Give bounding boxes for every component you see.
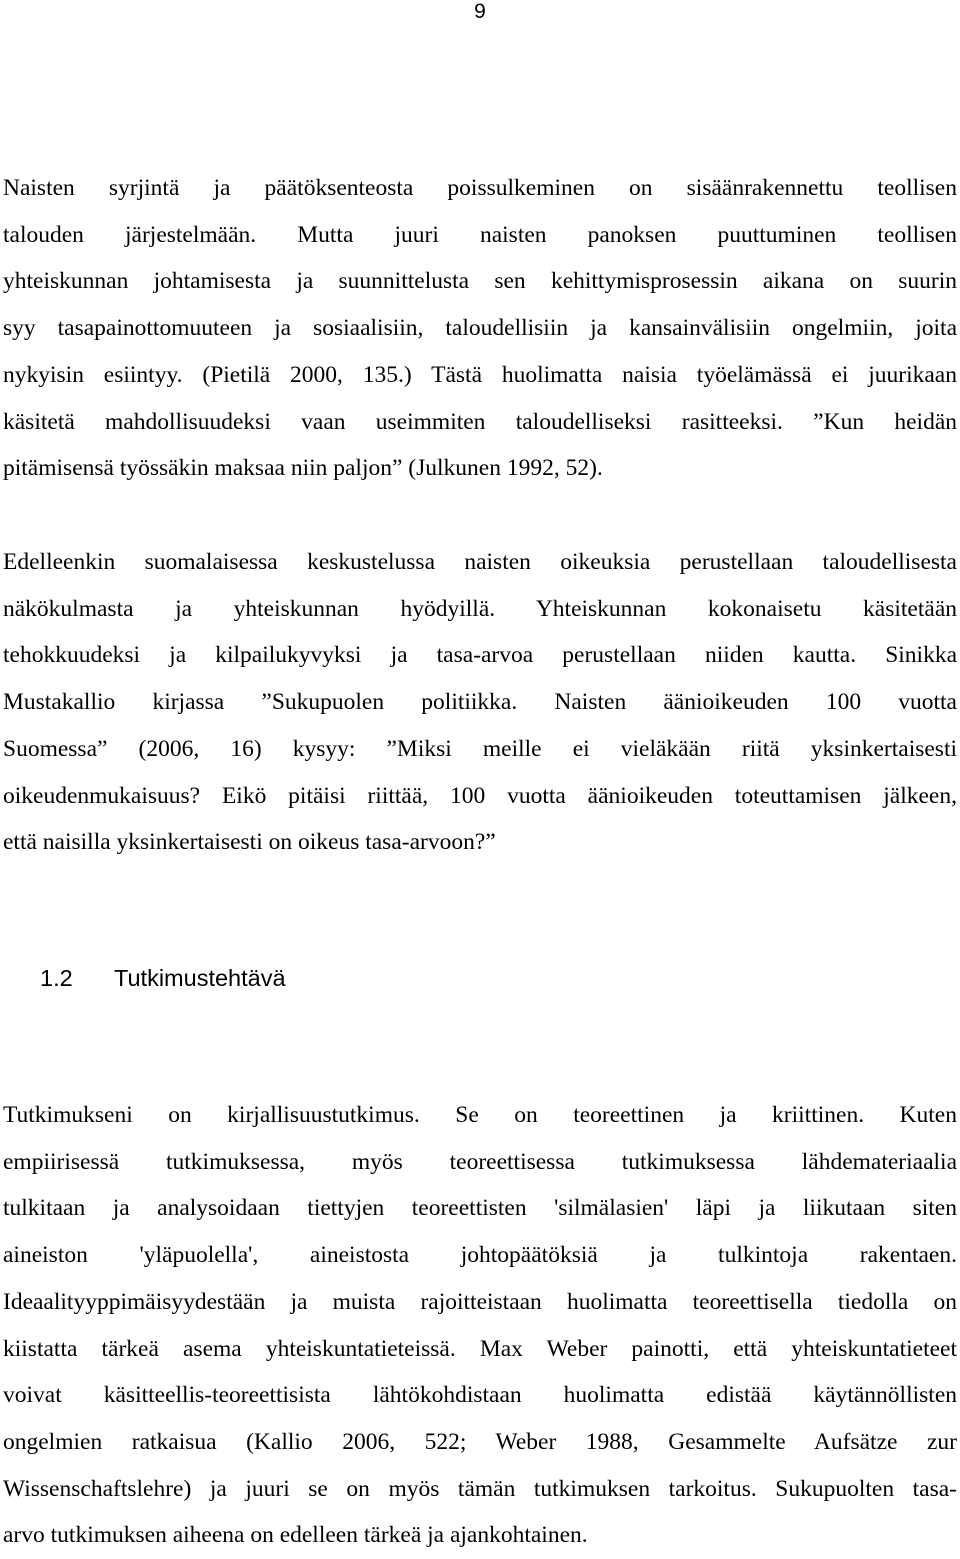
text-line: pitämisensä työssäkin maksaa niin paljon” (Julkunen 1992, 52). — [3, 455, 603, 482]
text-line: arvo tutkimuksen aiheena on edelleen tärkeä ja ajankohtainen. — [3, 1522, 588, 1549]
text-line: voivat käsitteellis-teoreettisista lähtökohdistaan huolimatta edistää käytännöllisten — [3, 1382, 957, 1409]
text-line: Ideaalityyppimäisyydestään ja muista rajoitteistaan huolimatta teoreettisella tiedolla on — [3, 1288, 957, 1315]
paragraph-2 — [3, 539, 957, 866]
text-line: empiirisessä tutkimuksessa, myös teoreettisessa tutkimuksessa lähdemateriaalia — [3, 1148, 957, 1175]
text-line: Edelleenkin suomalaisessa keskustelussa naisten oikeuksia perustellaan taloudellisesta — [3, 549, 957, 575]
section-number: 1.2 — [40, 965, 73, 991]
text-line: yhteiskunnan johtamisesta ja suunnittelusta sen kehittymisprosessin aikana on suurin — [3, 268, 957, 295]
text-line: syy tasapainottomuuteen ja sosiaalisiin, taloudellisiin ja kansainvälisiin ongelmiin, joita — [3, 315, 957, 342]
text-line: Suomessa” (2006, 16) kysyy: ”Miksi meille ei vieläkään riitä yksinkertaisesti — [3, 735, 957, 762]
text-line: nykyisin esiintyy. (Pietilä 2000, 135.) Tästä huolimatta naisia työelämässä ei juurikaan — [3, 361, 957, 388]
text-line: oikeudenmukaisuus? Eikö pitäisi riittää, 100 vuotta äänioikeuden toteuttamisen jälkeen, — [3, 782, 957, 809]
page-number: 9 — [474, 0, 486, 23]
text-line: käsitetä mahdollisuudeksi vaan useimmiten taloudelliseksi rasitteeksi. ”Kun heidän — [3, 408, 957, 435]
text-line: Naisten syrjintä ja päätöksenteosta poissulkeminen on sisäänrakennettu teollisen — [3, 175, 957, 201]
text-line: kiistatta tärkeä asema yhteiskuntatieteissä. Max Weber painotti, että yhteiskuntatieteet — [3, 1335, 957, 1362]
text-line: Wissenschaftslehre) ja juuri se on myös tämän tutkimuksen tarkoitus. Sukupuolten tasa- — [3, 1475, 957, 1502]
section-heading — [40, 960, 286, 996]
text-line: että naisilla yksinkertaisesti on oikeus tasa-arvoon?” — [3, 829, 496, 856]
text-line: Tutkimukseni on kirjallisuustutkimus. Se on teoreettinen ja kriittinen. Kuten — [3, 1102, 957, 1128]
text-line: näkökulmasta ja yhteiskunnan hyödyillä. Yhteiskunnan kokonaisetu käsitetään — [3, 595, 957, 622]
text-line: tehokkuudeksi ja kilpailukyvyksi ja tasa-arvoa perustellaan niiden kautta. Sinikka — [3, 642, 957, 669]
text-line: ongelmien ratkaisua (Kallio 2006, 522; Weber 1988, Gesammelte Aufsätze zur — [3, 1428, 957, 1455]
section-title: Tutkimustehtävä — [114, 965, 286, 991]
text-line: aineiston 'yläpuolella', aineistosta johtopäätöksiä ja tulkintoja rakentaen. — [3, 1242, 957, 1269]
paragraph-1 — [3, 165, 957, 492]
text-line: Mustakallio kirjassa ”Sukupuolen politiikka. Naisten äänioikeuden 100 vuotta — [3, 689, 957, 716]
text-line: tulkitaan ja analysoidaan tiettyjen teoreettisten 'silmälasien' läpi ja liikutaan siten — [3, 1195, 957, 1222]
paragraph-3 — [3, 1092, 957, 1559]
text-line: talouden järjestelmään. Mutta juuri naisten panoksen puuttuminen teollisen — [3, 221, 957, 248]
